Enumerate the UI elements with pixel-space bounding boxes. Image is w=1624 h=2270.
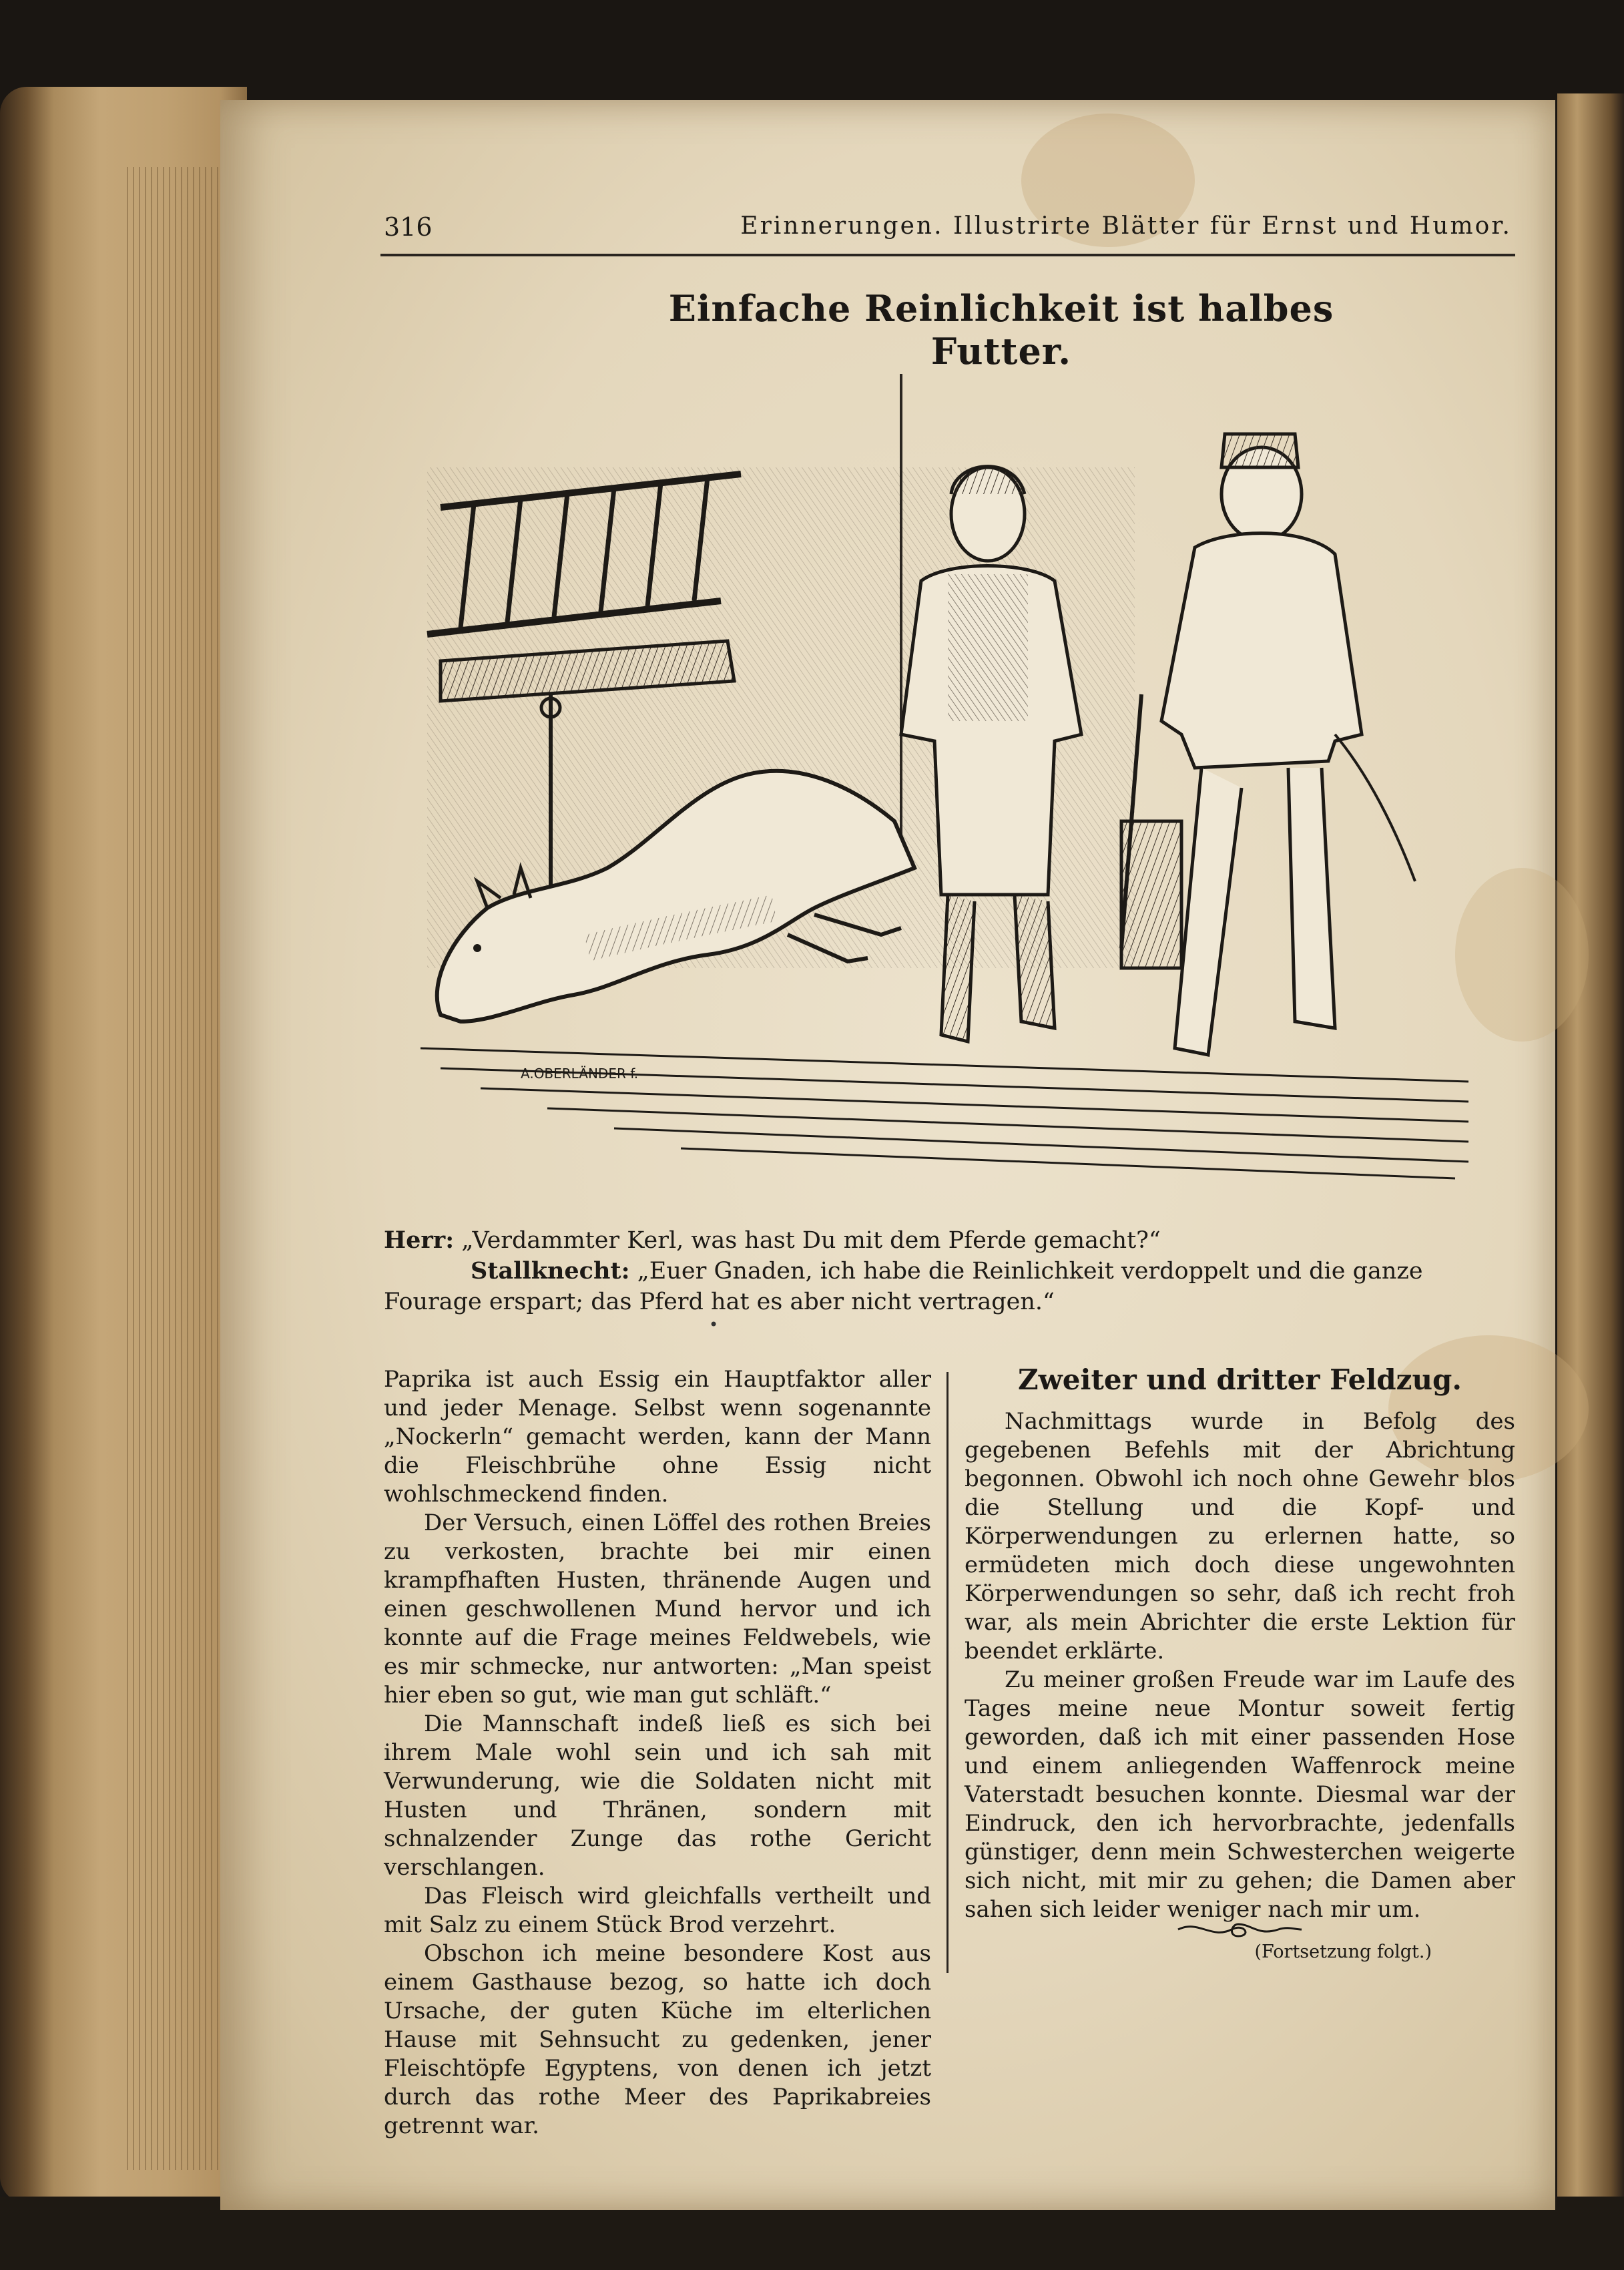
left-column — [384, 1365, 931, 2140]
caption-text-2: „Euer Gnaden, ich habe die Reinlichkeit verdoppelt und die ganze Fourage erspart; das Pferd hat es aber nicht vertragen.“ — [384, 1258, 1423, 1315]
center-dot: • — [709, 1315, 719, 1334]
caption-line-2 — [384, 1256, 1512, 1317]
left-paragraph: Paprika ist auch Essig ein Hauptfaktor aller und jeder Menage. Selbst wenn sogenannte „Nockerln“ gemacht werden, kann der Mann die Fleischbrühe ohne Essig nicht wohlschmeckend finden. — [384, 1366, 931, 1508]
right-paragraph: Nachmittags wurde in Befolg des gegebenen Befehls mit der Abrichtung begonnen. Obwohl ich noch ohne Gewehr blos die Stellung und die Kopf- und Körperwendungen zu erlernen hatte, so ermüdeten mich doch diese ungewohnten Körperwendungen so sehr, daß ich recht froh war, als mein Abrichter die erste Lektion für beendet erklärte. — [965, 1408, 1515, 1664]
caption-line-1 — [384, 1225, 1512, 1256]
right-column — [965, 1365, 1515, 1966]
caption-speaker-2: Stallknecht: — [471, 1257, 630, 1285]
column-rule — [946, 1372, 949, 1973]
left-paragraph: Der Versuch, einen Löffel des rothen Breies zu verkosten, brachte bei mir einen krampfhaften Husten, thränende Augen und einen geschwollenen Mund hervor und ich konnte auf die Frage meines Feldwebels, wie es mir schmecke, nur antworten: „Man speist hier eben so gut, wie man gut schläft.“ — [384, 1510, 931, 1709]
illustration-title: Einfache Reinlichkeit ist halbes Futter. — [668, 287, 1334, 373]
illustration-caption — [384, 1225, 1512, 1317]
left-paragraph: Obschon ich meine besondere Kost aus einem Gasthause bezog, so hatte ich doch Ursache, der guten Küche im elterlichen Hause mit Sehnsucht zu gedenken, jener Fleischtöpfe Egyptens, von denen ich jetzt durch das rothe Meer des Paprikabreies getrennt war. — [384, 1940, 931, 2139]
page-edges — [127, 167, 234, 2170]
header-rule — [380, 254, 1515, 256]
caption-speaker-1: Herr: — [384, 1226, 455, 1254]
ornament-flourish — [1171, 1916, 1305, 1943]
page-number: 316 — [384, 212, 433, 242]
page-stack-left — [0, 87, 247, 2203]
artist-signature: A.OBERLÄNDER f. — [521, 1066, 639, 1082]
page-stack-right — [1557, 93, 1624, 2203]
caption-text-1: „Verdammter Kerl, was hast Du mit dem Pferde gemacht?“ — [461, 1227, 1161, 1254]
page-header — [384, 212, 1512, 252]
running-title: Erinnerungen. Illustrirte Blätter für Ernst und Humor. — [740, 212, 1512, 240]
section-heading: Zweiter und dritter Feldzug. — [1017, 1363, 1462, 1396]
engraving-illustration — [414, 361, 1482, 1222]
continued-note: (Fortsetzung folgt.) — [1254, 1942, 1432, 1962]
left-paragraph: Das Fleisch wird gleichfalls vertheilt und mit Salz zu einem Stück Brod verzehrt. — [384, 1883, 931, 1938]
left-paragraph: Die Mannschaft indeß ließ es sich bei ihrem Male wohl sein und ich sah mit Verwunderung, wie die Soldaten nicht mit Husten und Thränen, sondern mit schnalzender Zunge das rothe Gericht verschlangen. — [384, 1711, 931, 1881]
right-paragraph: Zu meiner großen Freude war im Laufe des Tages meine neue Montur soweit fertig geworden, daß ich mit einer passenden Hose und einem anliegenden Waffenrock meine Vaterstadt besuchen konnte. Diesmal war der Eindruck, den ich hervorbrachte, jedenfalls günstiger, denn mein Schwesterchen weigerte sich nicht, mit mir zu gehen; die Damen aber sahen sich leider weniger nach mir um. — [965, 1666, 1515, 1923]
gentleman — [1161, 434, 1415, 1055]
